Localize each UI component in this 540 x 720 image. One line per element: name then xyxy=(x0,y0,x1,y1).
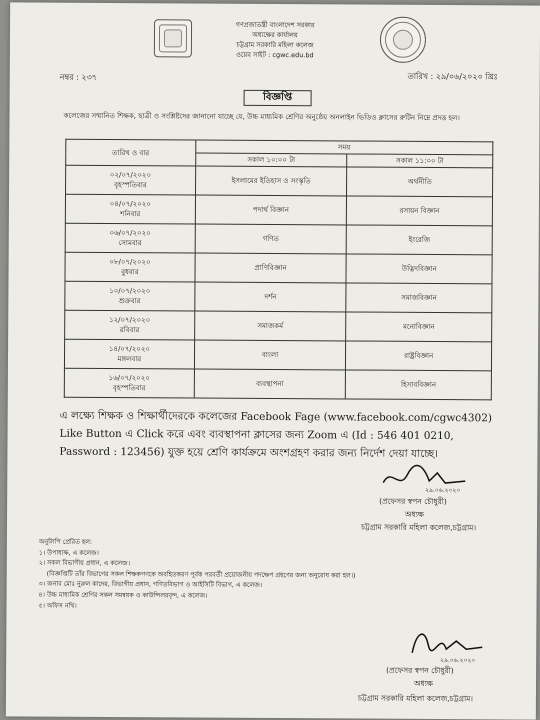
routine-day: শনিবার xyxy=(120,210,141,219)
routine-subject-11am: মনোবিজ্ঞান xyxy=(346,312,492,342)
routine-day: বুধবার xyxy=(121,268,139,277)
header-website-line: ওয়েব সাইট : cgwc.edu.bd xyxy=(236,50,314,60)
routine-row xyxy=(64,368,491,400)
routine-row xyxy=(66,165,493,197)
routine-day: মঙ্গলবার xyxy=(117,355,142,364)
copy-item-3: ৩। জনাব মোঃ নুরুল কাদের, বিভাগীয় প্রধান, গণিতবিভাগ ও আইসিটি বিভাগ, এ কলেজ। xyxy=(38,580,263,590)
copy-item-4: ৪। উচ্চ মাধ্যমিক শ্রেণির সকল সমন্বয়ক ও কাউন্সিলরবৃন্দ, এ কলেজ। xyxy=(38,591,208,600)
routine-date: ০৬/০৭/২০২০ xyxy=(109,228,151,238)
routine-day: রবিবার xyxy=(119,326,140,335)
routine-subject-11am: রসায়ন বিজ্ঞান xyxy=(347,196,493,226)
signature-2-name: (প্রফেসর স্বপন চৌধুরী) xyxy=(386,665,454,676)
routine-subject-11am: উদ্ভিদবিজ্ঞান xyxy=(346,254,492,284)
instruction-line-1: এ লক্ষ্যে শিক্ষক ও শিক্ষার্থীদেরকে কলেজের Facebook Fage (www.facebook.com/cgwc4302) xyxy=(59,409,493,425)
routine-subject-10am: ব্যবস্থাপনা xyxy=(194,369,346,399)
header-time: সময় xyxy=(195,140,492,155)
signature-2-office: চট্টগ্রাম সরকারি মহিলা কলেজ,চট্টগ্রাম। xyxy=(357,693,474,704)
notice-title: বিজ্ঞপ্তি xyxy=(244,90,312,106)
routine-date: ১০/০৭/২০২০ xyxy=(109,286,151,296)
routine-day: সোমবার xyxy=(118,239,142,248)
copy-list xyxy=(38,538,508,615)
signature-2-date: ২৯.০৬.২০২০ xyxy=(440,657,476,665)
routine-date-cell xyxy=(65,252,195,282)
routine-day: বৃহস্পতিবার xyxy=(114,181,147,190)
header-date-day: তারিখ ও বার xyxy=(66,139,196,166)
routine-subject-10am: সমাজকর্ম xyxy=(194,311,346,341)
routine-row xyxy=(65,252,492,284)
signature-scribble-2 xyxy=(406,623,486,659)
routine-row xyxy=(65,194,492,226)
copy-item-2: ২। সকল বিভাগীয় প্রধান, এ কলেজ। xyxy=(38,559,130,568)
routine-subject-10am: দর্শন xyxy=(195,282,347,312)
routine-date-cell xyxy=(64,339,194,369)
instruction-line-2: Like Button এ Click করে এবং ব্যবস্থাপনা ক্লাসের জন্য Zoom এ (Id : 546 401 0210, xyxy=(59,427,454,443)
intro-paragraph: কলেজের সম্মানিত শিক্ষক, ছাত্রী ও সংশ্লিষ্টদের জানানো যাচ্ছে যে, উচ্চ মাধ্যমিক শ্রেণির অনুষ্ঠেয় অনলাইন ভিডিও ক্লাসের রুটিন নিম্নে প্রদত্ত হল। xyxy=(63,111,460,123)
routine-subject-11am: ইংরেজি xyxy=(346,225,492,255)
routine-date: ১৬/০৭/২০২০ xyxy=(108,373,150,383)
routine-date: ১২/০৭/২০২০ xyxy=(109,315,151,325)
routine-row xyxy=(65,223,492,255)
signature-2-designation: অধ্যক্ষ xyxy=(414,678,434,688)
routine-date: ১৪/০৭/২০২০ xyxy=(108,344,151,354)
routine-row xyxy=(65,281,492,313)
notice-date: তারিখ : ২৯/০৬/২০২০ খ্রিঃ xyxy=(407,71,498,82)
copy-item-5: ৫। অফিস নথি। xyxy=(38,602,77,610)
routine-date: ০৪/০৭/২০২০ xyxy=(109,199,151,209)
header-slot-11am: সকাল ১১:০০ টা xyxy=(347,154,493,168)
routine-day: বৃহস্পতিবার xyxy=(112,384,146,393)
government-logo xyxy=(154,19,192,57)
college-seal-logo xyxy=(380,17,426,63)
instruction-line-3: Password : 123456) যুক্ত হয়ে শ্রেণি কার্যক্রমে অংশগ্রহণ করার জন্য নির্দেশ দেয়া যাচ্ছে। xyxy=(59,445,439,461)
signature-1-designation: অধ্যক্ষ xyxy=(405,509,425,519)
routine-subject-10am: ইসলামের ইতিহাস ও সংস্কৃতি xyxy=(195,166,347,196)
signature-1-name: (প্রফেসর স্বপন চৌধুরী) xyxy=(379,496,447,507)
memo-number: নম্বর : ২৩৭ xyxy=(59,72,98,82)
routine-subject-10am: বাংলা xyxy=(194,340,346,370)
header-office-line: অধ্যক্ষের কার্যালয় xyxy=(252,30,298,40)
routine-subject-10am: গণিত xyxy=(195,224,347,254)
class-routine-table xyxy=(64,139,494,401)
routine-row xyxy=(64,339,491,371)
copy-list-heading: অনুলিপি প্রেরিত হল: xyxy=(38,538,93,546)
routine-subject-11am: হিসাববিজ্ঞান xyxy=(346,370,492,400)
copy-item-1: ১। উপাধ্যক্ষ, এ কলেজ। xyxy=(38,549,99,557)
routine-day: শুক্রবার xyxy=(118,297,141,306)
routine-row xyxy=(65,310,492,342)
notice-document xyxy=(6,2,540,719)
routine-subject-11am: রাষ্ট্রবিজ্ঞান xyxy=(346,341,492,371)
routine-date-cell xyxy=(66,165,196,195)
header-govt-line: গণপ্রজাতন্ত্রী বাংলাদেশ সরকার xyxy=(235,20,315,30)
routine-subject-10am: পদার্থ বিজ্ঞান xyxy=(195,195,347,225)
copy-item-2-note: (বিজ্ঞপ্তিটি তাঁর বিভাগের সকল শিক্ষকগণকে অবহিতকরণ পূর্বক পরবর্তী প্রয়োজনীয় পদক্ষেপ গ্রহণের জন্য অনুরোধ করা হল।) xyxy=(46,570,356,580)
routine-date: ০৮/০৭/২০২০ xyxy=(109,257,151,267)
routine-date-cell xyxy=(65,310,195,340)
signature-1-date: ২৯.০৬.২০২০ xyxy=(425,486,461,495)
header-slot-10am: সকাল ১০:০০ টা xyxy=(195,153,347,167)
routine-date-cell xyxy=(64,368,194,398)
signature-1-office: চট্টগ্রাম সরকারি মহিলা কলেজ,চট্টগ্রাম। xyxy=(360,522,477,533)
routine-subject-10am: প্রাণিবিজ্ঞান xyxy=(195,253,347,283)
routine-subject-11am: সমাজবিজ্ঞান xyxy=(346,283,492,313)
routine-date-cell xyxy=(65,281,195,311)
instruction-paragraph xyxy=(59,407,499,464)
routine-date-cell xyxy=(65,194,195,224)
header-college-line: চট্টগ্রাম সরকারি মহিলা কলেজ xyxy=(236,40,314,50)
routine-date-cell xyxy=(65,223,195,253)
routine-date: ০২/০৭/২০২০ xyxy=(109,171,152,180)
routine-subject-11am: অর্থনীতি xyxy=(347,167,493,197)
